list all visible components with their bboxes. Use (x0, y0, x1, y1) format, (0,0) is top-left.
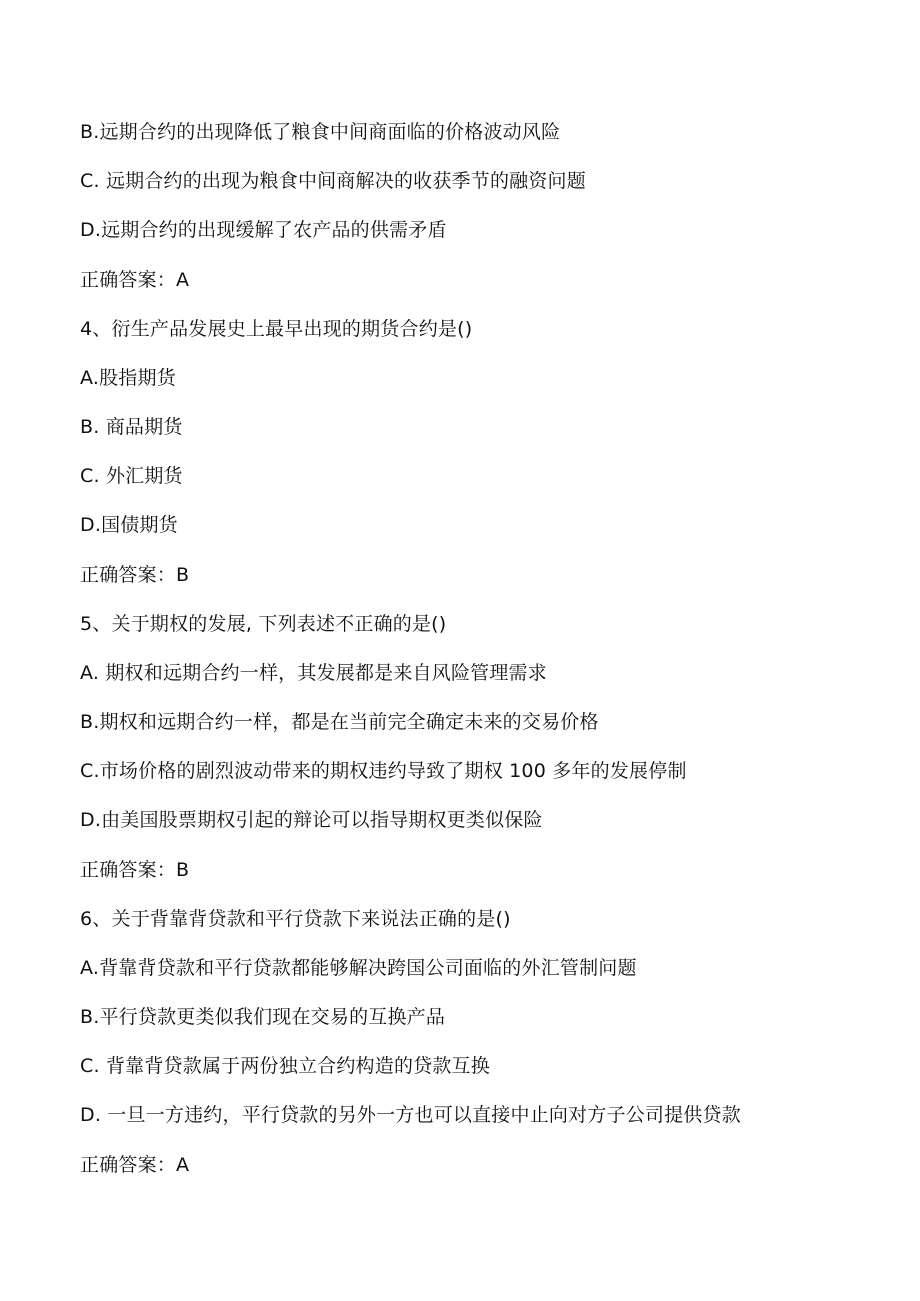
option-b-q5: B.期权和远期合约一样，都是在当前完全确定未来的交易价格 (80, 711, 599, 733)
option-b-q3: B.远期合约的出现降低了粮食中间商面临的价格波动风险 (80, 121, 561, 143)
question-4: 4、衍生产品发展史上最早出现的期货合约是() (80, 318, 473, 340)
option-b-q6: B.平行贷款更类似我们现在交易的互换产品 (80, 1006, 446, 1028)
option-d-q4: D.国债期货 (80, 514, 178, 536)
answer-q3: 正确答案：A (80, 269, 190, 291)
option-a-q5: A. 期权和远期合约一样，其发展都是来自风险管理需求 (80, 662, 547, 684)
option-a-q6: A.背靠背贷款和平行贷款都能够解决跨国公司面临的外汇管制问题 (80, 957, 637, 979)
option-d-q5: D.由美国股票期权引起的辩论可以指导期权更类似保险 (80, 809, 543, 831)
answer-q6: 正确答案：A (80, 1154, 190, 1176)
question-6: 6、关于背靠背贷款和平行贷款下来说法正确的是() (80, 908, 511, 930)
option-c-q4: C. 外汇期货 (80, 465, 183, 487)
option-c-q3: C. 远期合约的出现为粮食中间商解决的收获季节的融资问题 (80, 170, 586, 192)
option-c-q5: C.市场价格的剧烈波动带来的期权违约导致了期权 100 多年的发展停制 (80, 760, 687, 782)
option-a-q4: A.股指期货 (80, 367, 176, 389)
option-d-q3: D.远期合约的出现缓解了农产品的供需矛盾 (80, 219, 447, 241)
answer-q4: 正确答案：B (80, 564, 190, 586)
option-b-q4: B. 商品期货 (80, 416, 183, 438)
option-c-q6: C. 背靠背贷款属于两份独立合约构造的贷款互换 (80, 1055, 490, 1077)
option-d-q6: D. 一旦一方违约，平行贷款的另外一方也可以直接中止向对方子公司提供贷款 (80, 1104, 741, 1126)
answer-q5: 正确答案：B (80, 859, 190, 881)
question-5: 5、关于期权的发展, 下列表述不正确的是() (80, 613, 447, 635)
